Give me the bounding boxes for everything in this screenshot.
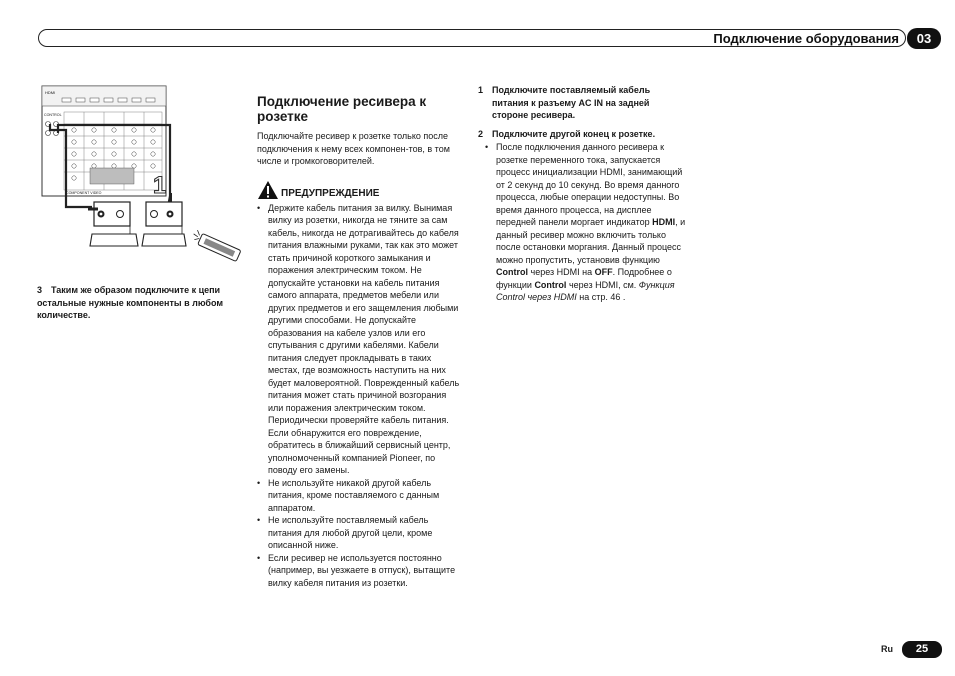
warning-title: ПРЕДУПРЕЖДЕНИЕ (281, 187, 380, 199)
page-title: Подключение оборудования (713, 31, 899, 46)
list-item-text: Держите кабель питания за вилку. Вынимая вилку из розетки, никогда не тяните за сам кабель, никогда не дотрагивайтесь до кабеля питания влажными руками, так как это может стать причиной короткого замыкания и поражения электрическим током. Не допускайте установки на кабель питания самого аппарата, предметов мебели или других предметов и его защемления любыми другими способами. Не допускайте образования на кабеле узлов или его спутывания с другими кабелями. Кабели питания следует прокладывать в таких местах, где возможность наступить на них будет маловероятной. Поврежденный кабель питания может стать причиной возгорания или поражения электрическим током. Периодически проверяйте кабель питания. Если обнаружится его повреждение, обратитесь в ближайший сервисный центр, уполномоченный компанией Pioneer, по поводу его замены. (268, 202, 460, 475)
note-text: После подключения данного ресивера к розетке переменного тока, запускается процесс инициализации HDMI, занимающий от 2 секунд до 10 секунд. Во время данного процесса, любые операции недоступны. Во время данного процесса, на дисплее передней панели моргает индикатор (496, 142, 683, 227)
component-video-label: COMPONENT VIDEO (66, 191, 102, 195)
step-1-text: Подключите поставляемый кабель питания к разъему AC IN на задней стороне ресивера. (492, 85, 651, 120)
list-item-text: Не используйте никакой другой кабель питания, кроме поставляемого с данным аппаратом. (268, 477, 440, 513)
step-2-notes (478, 141, 688, 304)
connection-diagram (40, 84, 245, 274)
step-2-number: 2 (478, 128, 484, 139)
list-item: • Не используйте поставляемый кабель питания для любой другой цели, кроме описанной ниже. (257, 515, 433, 550)
off-term: OFF (594, 267, 613, 277)
step-3-text: Таким же образом подключите к цепи остальные нужные компоненты в любом количестве. (37, 285, 223, 320)
step-marker: 1 (153, 172, 167, 199)
control-label: CONTROL (44, 113, 62, 117)
column-left (37, 284, 243, 328)
list-item: • Не используйте никакой другой кабель питания, кроме поставляемого с данным аппаратом. (257, 477, 440, 513)
note-text: на стр. 46 . (579, 292, 626, 302)
control-term: Control (534, 279, 567, 290)
column-middle (257, 94, 463, 589)
language-label: Ru (881, 644, 893, 654)
control-term: Control (496, 267, 528, 277)
list-item-text: Не используйте поставляемый кабель питания для любой другой цели, кроме описанной ниже. (268, 515, 433, 550)
hdmi-indicator-text: HDMI (652, 217, 676, 227)
section-title: Подключение ресивера к розетке (257, 94, 427, 124)
hdmi-label: HDMI (45, 90, 56, 95)
remote-control (190, 229, 241, 261)
column-right (478, 84, 688, 304)
hdmi-ports (62, 98, 155, 102)
chapter-badge: 03 (907, 28, 941, 49)
component-b-body (142, 234, 186, 246)
note-text: , и данный ресивер можно включить только после остановки моргания. Данный процесс можно пропустить, установив функцию (496, 217, 686, 265)
list-item: • Держите кабель питания за вилку. Вынимая вилку из розетки, никогда не тяните за сам кабель, никогда не дотрагивайтесь до кабеля питания влажными руками, так как это может стать причиной короткого замыкания и поражения электрическим током. Не допускайте установки на кабель питания самого аппарата, предметов мебели или других предметов и его защемления любыми другими способами. Не допускайте образования на кабеле узлов или его спутывания с другими кабелями. Кабели питания следует прокладывать в таких местах, где возможность наступить на них будет маловероятной. Поврежденный кабель питания может стать причиной возгорания или поражения электрическим током. Периодически проверяйте кабель питания. Если обнаружится его повреждение, обратитесь в ближайший сервисный центр, уполномоченный компанией Pioneer, по поводу его замены. (257, 202, 460, 475)
step-3-number: 3 (37, 285, 43, 295)
note-text: . Подробнее о функции (496, 267, 672, 290)
section-intro: Подключайте ресивер к розетке только после подключения к нему всех компонен-тов, в том числе и громкоговорителей. (257, 131, 450, 166)
list-item: • Если ресивер не используется постоянно (например, вы уезжаете в отпуск), вытащите вилку кабеля питания из розетки. (257, 552, 456, 588)
step-2-text: Подключите другой конец к розетке. (492, 128, 656, 139)
step-2 (478, 128, 688, 141)
list-item: • После подключения данного ресивера к розетке переменного тока, запускается процесс инициализации HDMI, занимающий от 2 секунд до 10 секунд. Во время данного процесса, любые операции недоступны. Во время данного процесса, на дисплее передней панели моргает индикатор HDMI, и данный ресивер можно включить только после остановки моргания. Данный процесс можно пропустить, установив функцию Control через HDMI на OFF. Подробнее о функции Control через HDMI, см. Функция Control через HDMI на стр. 46 . (485, 142, 686, 302)
component-a-body (90, 234, 138, 246)
note-text: через HDMI, см. (568, 279, 637, 290)
step-3 (37, 284, 243, 322)
list-item-text: Если ресивер не используется постоянно (например, вы уезжаете в отпуск), вытащите вилку кабеля питания из розетки. (268, 552, 456, 588)
warning-list (257, 202, 463, 590)
warning-heading (257, 180, 463, 200)
cross-reference: Функция Control через HDMI (496, 279, 675, 302)
step-1-number: 1 (478, 85, 484, 95)
page-number: 25 (902, 641, 942, 658)
step-1 (478, 84, 688, 122)
note-text: через HDMI на (530, 267, 593, 277)
warning-icon (257, 180, 279, 200)
